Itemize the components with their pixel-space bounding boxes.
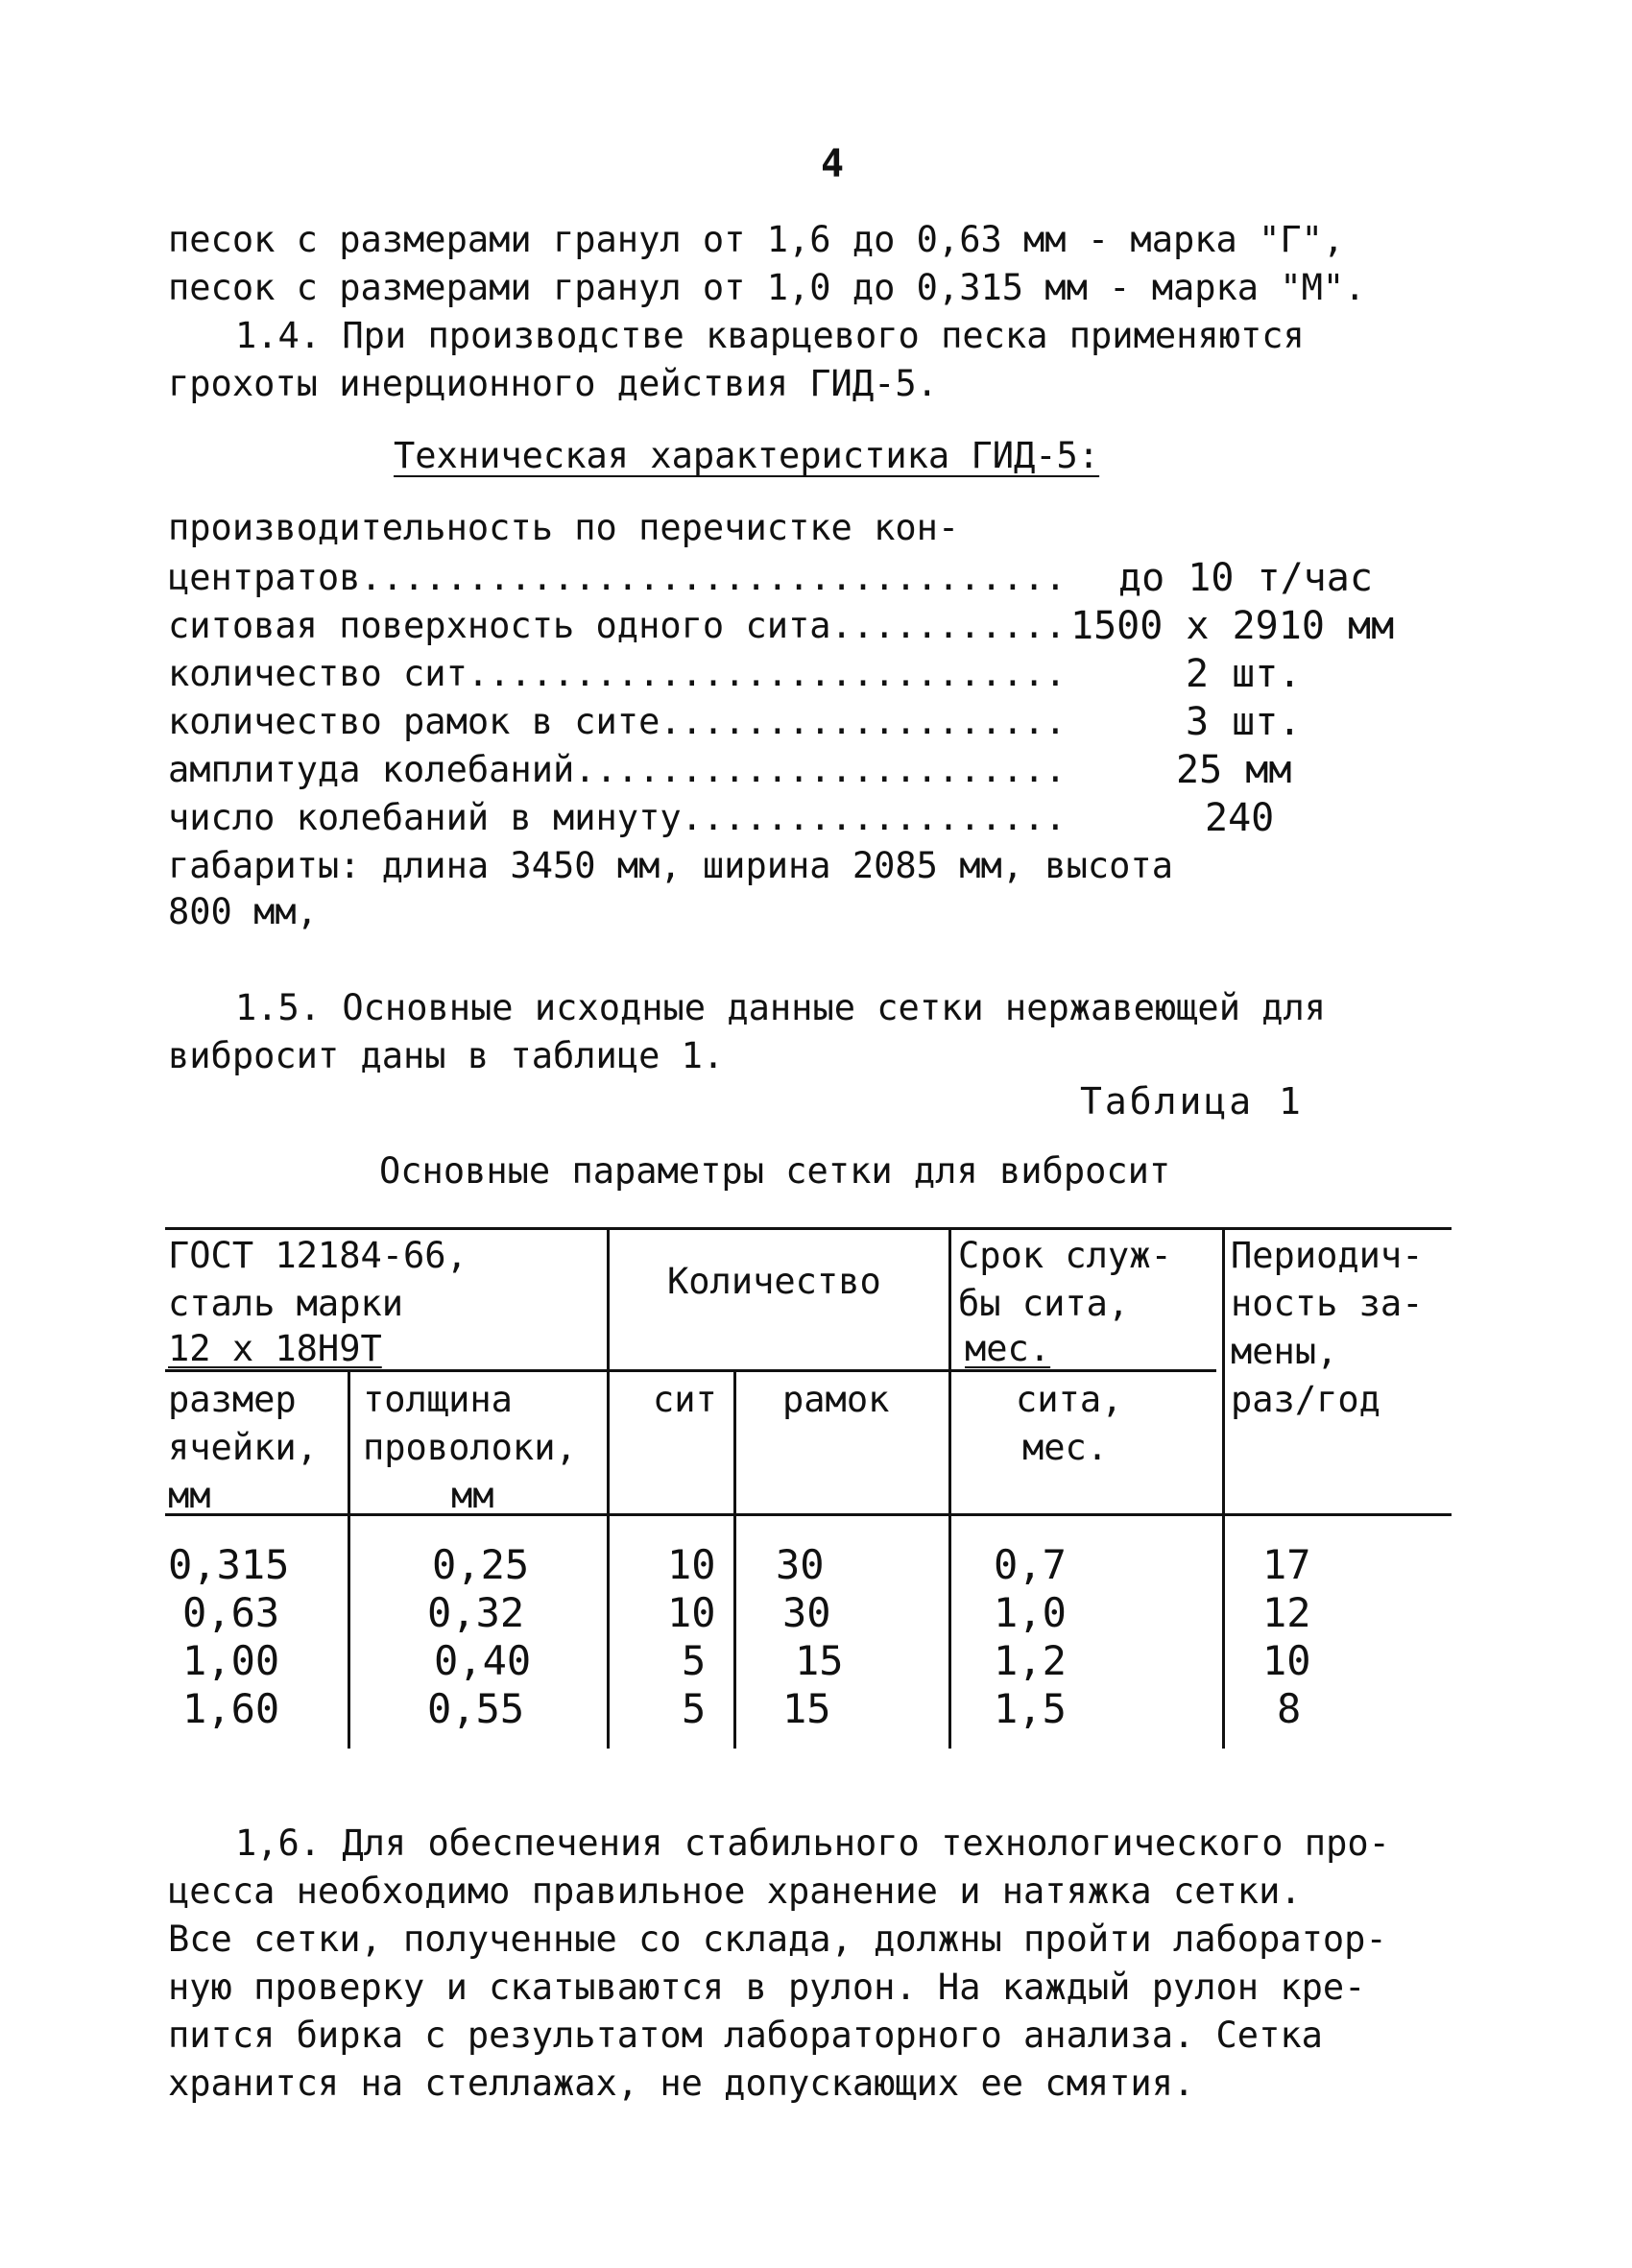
table-vline-3 xyxy=(733,1369,736,1749)
spec-value-7: 240 xyxy=(1205,796,1275,840)
subheader-cell-3: мм xyxy=(168,1475,211,1516)
spec-label-5: количество рамок в сите................... xyxy=(168,701,1067,742)
row-2-frames: 30 xyxy=(782,1589,831,1636)
table-title: Основные параметры сетки для вибросит xyxy=(379,1150,1171,1192)
row-4-life: 1,5 xyxy=(994,1685,1067,1732)
para-1-6-line-1: 1,6. Для обеспечения стабильного технологического про- xyxy=(235,1822,1390,1864)
table-vline-2 xyxy=(607,1227,610,1749)
spec-label-8: габариты: длина 3450 мм, ширина 2085 мм, высота xyxy=(168,845,1173,886)
row-4-sieves: 5 xyxy=(682,1685,707,1732)
row-3-life: 1,2 xyxy=(994,1637,1067,1684)
table-vline-5 xyxy=(1222,1227,1225,1749)
subheader-sieves: сит xyxy=(653,1379,717,1420)
subheader-life-1: сита, xyxy=(1016,1379,1123,1420)
table-subheader-rule xyxy=(165,1513,1452,1516)
para-1-6-line-4: ную проверку и скатываются в рулон. На каждый рулон кре- xyxy=(168,1966,1366,2008)
header-life-3: мес. xyxy=(965,1328,1051,1369)
table-vline-1 xyxy=(348,1369,350,1749)
header-gost-3: 12 х 18Н9Т xyxy=(168,1328,382,1369)
header-life-2: бы сита, xyxy=(958,1283,1130,1324)
spec-label-4: количество сит............................ xyxy=(168,653,1067,694)
spec-value-4: 2 шт. xyxy=(1186,652,1302,696)
row-2-wire: 0,32 xyxy=(427,1589,525,1636)
spec-label-1: производительность по перечистке кон- xyxy=(168,507,960,548)
spec-value-6: 25 мм xyxy=(1176,748,1292,792)
header-period-4: раз/год xyxy=(1231,1379,1380,1420)
intro-line-1: песок с размерами гранул от 1,6 до 0,63 мм - марка "Г", xyxy=(168,219,1345,260)
para-1-6-line-3: Все сетки, полученные со склада, должны пройти лаборатор- xyxy=(168,1918,1387,1960)
para-1-6-line-6: хранится на стеллажах, не допускающих ее смятия. xyxy=(168,2063,1195,2104)
page-number: 4 xyxy=(821,142,845,186)
spec-value-2: до 10 т/час xyxy=(1118,556,1373,600)
spec-value-5: 3 шт. xyxy=(1186,700,1302,744)
spec-label-2: центратов................................. xyxy=(168,557,1067,598)
row-3-period: 10 xyxy=(1262,1637,1311,1684)
row-3-frames: 15 xyxy=(795,1637,844,1684)
header-period-3: мены, xyxy=(1231,1331,1338,1372)
row-1-period: 17 xyxy=(1262,1541,1311,1588)
subheader-life-2: мес. xyxy=(1022,1427,1109,1468)
spec-label-3: ситовая поверхность одного сита........... xyxy=(168,605,1067,646)
row-1-cell: 0,315 xyxy=(168,1541,290,1588)
header-gost-2: сталь марки xyxy=(168,1283,404,1324)
header-quantity: Количество xyxy=(667,1261,881,1302)
row-2-life: 1,0 xyxy=(994,1589,1067,1636)
row-4-frames: 15 xyxy=(782,1685,831,1732)
row-4-wire: 0,55 xyxy=(427,1685,525,1732)
header-life-1: Срок служ- xyxy=(958,1235,1172,1276)
para-1-6-line-2: цесса необходимо правильное хранение и натяжка сетки. xyxy=(168,1870,1302,1912)
intro-line-3: 1.4. При производстве кварцевого песка применяются xyxy=(235,315,1305,356)
subheader-frames: рамок xyxy=(782,1379,890,1420)
row-1-wire: 0,25 xyxy=(432,1541,530,1588)
intro-line-2: песок с размерами гранул от 1,0 до 0,315 мм - марка "М". xyxy=(168,267,1366,308)
row-4-cell: 1,60 xyxy=(182,1685,280,1732)
table-top-rule xyxy=(165,1227,1452,1230)
spec-label-6: амплитуда колебаний....................... xyxy=(168,749,1067,790)
subheader-cell-1: размер xyxy=(168,1379,297,1420)
intro-line-4: грохоты инерционного действия ГИД-5. xyxy=(168,363,938,404)
table-label: Таблица 1 xyxy=(1080,1080,1304,1122)
row-4-period: 8 xyxy=(1277,1685,1302,1732)
row-1-sieves: 10 xyxy=(667,1541,716,1588)
row-1-frames: 30 xyxy=(776,1541,825,1588)
header-gost-1: ГОСТ 12184-66, xyxy=(168,1235,468,1276)
row-2-cell: 0,63 xyxy=(182,1589,280,1636)
subheader-cell-2: ячейки, xyxy=(168,1427,318,1468)
row-3-cell: 1,00 xyxy=(182,1637,280,1684)
header-period-1: Периодич- xyxy=(1231,1235,1424,1276)
header-period-2: ность за- xyxy=(1231,1283,1424,1324)
row-3-sieves: 5 xyxy=(682,1637,707,1684)
subheader-wire-3: мм xyxy=(451,1475,494,1516)
para-1-5-line-2: вибросит даны в таблице 1. xyxy=(168,1035,725,1076)
spec-label-9: 800 мм, xyxy=(168,891,318,932)
subheader-wire-1: толщина xyxy=(363,1379,513,1420)
row-2-period: 12 xyxy=(1262,1589,1311,1636)
spec-value-3: 1500 х 2910 мм xyxy=(1070,604,1395,648)
spec-label-7: число колебаний в минуту.................. xyxy=(168,797,1067,838)
para-1-6-line-5: пится бирка с результатом лабораторного анализа. Сетка xyxy=(168,2015,1323,2056)
row-1-life: 0,7 xyxy=(994,1541,1067,1588)
row-2-sieves: 10 xyxy=(667,1589,716,1636)
row-3-wire: 0,40 xyxy=(434,1637,532,1684)
spec-title: Техническая характеристика ГИД-5: xyxy=(394,435,1100,476)
table-vline-4 xyxy=(948,1227,951,1749)
subheader-wire-2: проволоки, xyxy=(363,1427,577,1468)
para-1-5-line-1: 1.5. Основные исходные данные сетки нержавеющей для xyxy=(235,987,1327,1028)
